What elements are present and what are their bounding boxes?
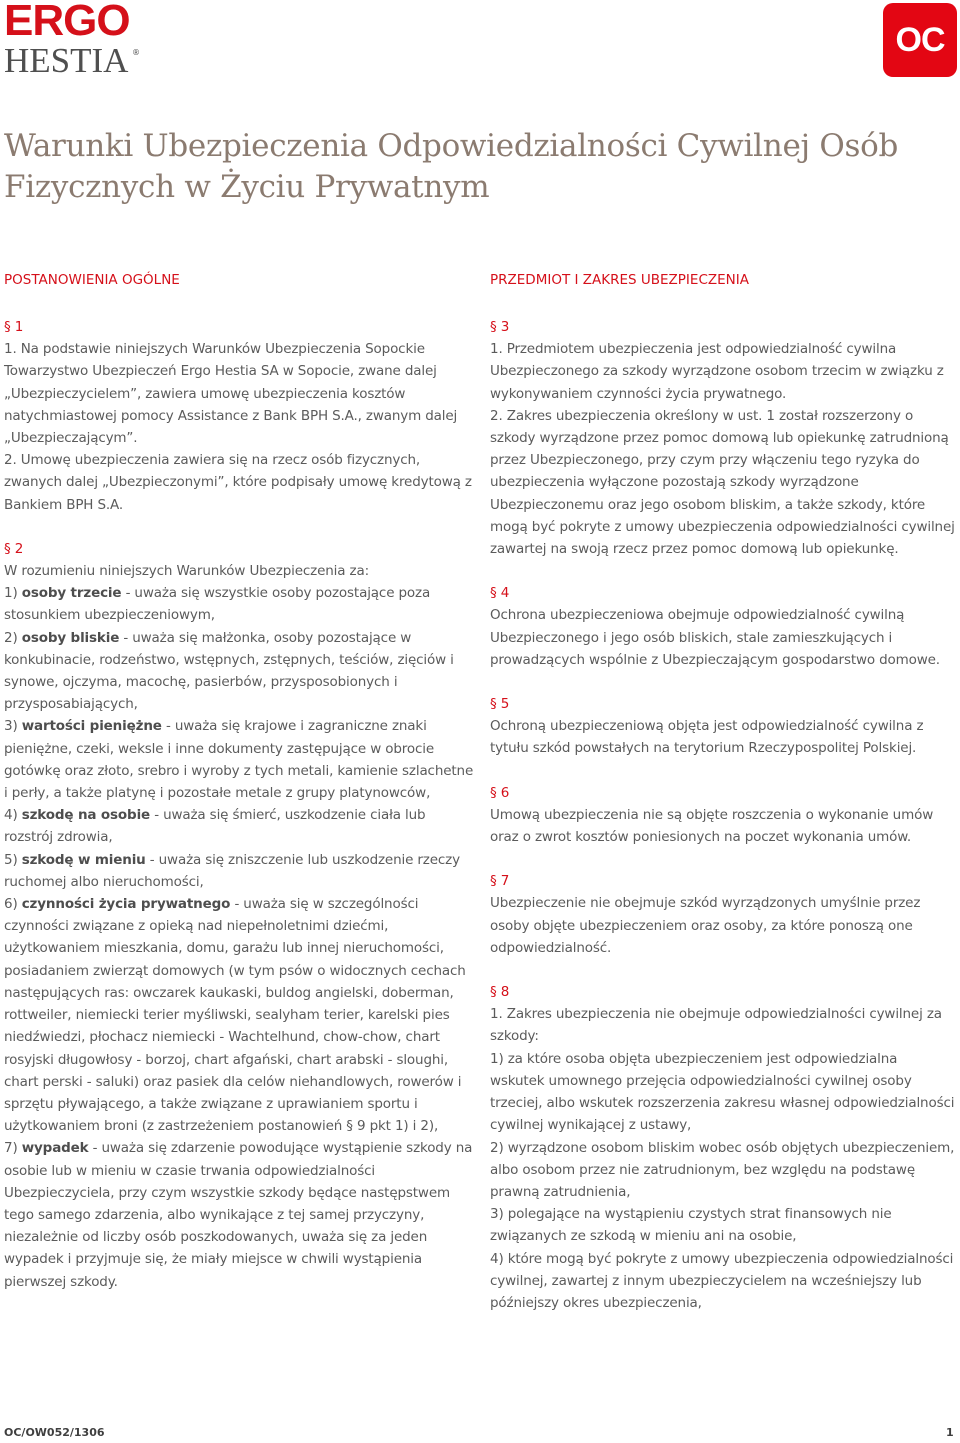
section-5-number: § 5 [490, 696, 510, 713]
section-1-paragraph-2: 2. Umowę ubezpieczenia zawiera się na rzecz osób fizycznych, zwanych dalej „Ubezpieczonymi”, które podpisały umowę kredytową z Bankiem BPH S.A. [4, 452, 472, 513]
definition-2: 2) osoby bliskie - uważa się małżonka, osoby pozostające w konkubinacie, rodzeństwo, wstępnych, zstępnych, teściów, zięciów i synowe, ojczyma, macochę, pasierbów, przysposobionych i przysposabiających, [4, 629, 454, 713]
footer-page-number: 1 [946, 1426, 954, 1439]
section-7-number: § 7 [490, 873, 510, 890]
document-title: Warunki Ubezpieczenia Odpowiedzialności Cywilnej Osób Fizycznych w Życiu Prywatnym [4, 128, 898, 205]
ergo-hestia-logo [4, 0, 140, 80]
section-6-paragraph: Umową ubezpieczenia nie są objęte roszczenia o wykonanie umów oraz o zwrot kosztów poniesionych na poczet wykonania umów. [490, 806, 934, 846]
section-6-number: § 6 [490, 784, 510, 801]
definition-5: 5) szkodę w mieniu - uważa się zniszczenie lub uszkodzenie rzeczy ruchomej albo nieruchomości, [4, 851, 460, 890]
definition-3: 3) wartości pieniężne - uważa się krajowe i zagraniczne znaki pieniężne, czeki, weksle i inne dokumenty zastępujące w obrocie gotówkę oraz złoto, srebro i wyroby z tych metali, kamienie szlachetne i perły, a także platynę i pozostałe metale z grupy platynowców, [4, 718, 474, 802]
section-3-number: § 3 [490, 319, 510, 335]
left-column [4, 316, 474, 1293]
section-8-intro: 1. Zakres ubezpieczenia nie obejmuje odpowiedzialności cywilnej za szkody: [490, 1006, 942, 1045]
section-7-paragraph: Ubezpieczenie nie obejmuje szkód wyrządzonych umyślnie przez osoby objęte ubezpieczeniem oraz osoby, za które ponoszą one odpowiedzialność. [490, 895, 921, 956]
section-4-number: § 4 [490, 585, 510, 602]
definition-1: 1) osoby trzecie - uważa się wszystkie osoby pozostające poza stosunkiem ubezpieczeniowym, [4, 585, 431, 624]
section-2-intro: W rozumieniu niniejszych Warunków Ubezpieczenia za: [4, 563, 369, 580]
definition-5-term: szkodę w mieniu [21, 851, 146, 868]
section-4-paragraph: Ochrona ubezpieczeniowa obejmuje odpowiedzialność cywilną Ubezpieczonego i jego osób bliskich, stale zamieszkujących i prowadzących wspólnie z Ubezpieczającym gospodarstwo domowe. [490, 607, 940, 668]
definition-3-term: wartości pieniężne [21, 718, 162, 735]
oc-badge: OC [883, 3, 957, 77]
section-8-item-3: 3) polegające na wystąpieniu czystych strat finansowych nie związanych ze szkodą w mieniu ani na osobie, [490, 1206, 892, 1245]
section-3-paragraph-1: 1. Przedmiotem ubezpieczenia jest odpowiedzialność cywilna Ubezpieczonego za szkody wyrządzone osobom trzecim w związku z wykonywaniem czynności życia prywatnego. [490, 341, 944, 402]
heading-subject-scope: PRZEDMIOT I ZAKRES UBEZPIECZENIA [490, 272, 749, 288]
definition-6-term: czynności życia prywatnego [21, 896, 231, 913]
definition-1-term: osoby trzecie [21, 585, 122, 602]
section-8-number: § 8 [490, 984, 510, 1001]
footer-document-code: OC/OW052/1306 [4, 1426, 105, 1439]
section-1-number: § 1 [4, 319, 24, 335]
section-8-item-4: 4) które mogą być pokryte z umowy ubezpieczenia odpowiedzialności cywilnej, zawartej z innym ubezpieczycielem na wcześniejszy lub późniejszy okres ubezpieczenia, [490, 1250, 954, 1311]
section-8-item-2: 2) wyrządzone osobom bliskim wobec osób objętych ubezpieczeniem, albo osobom przez nie zatrudnionym, bez względu na podstawę prawną zatrudnienia, [490, 1139, 955, 1200]
section-1-paragraph-1: 1. Na podstawie niniejszych Warunków Ubezpieczenia Sopockie Towarzystwo Ubezpieczeń Ergo Hestia SA w Sopocie, zwane dalej „Ubezpieczycielem”, zawiera umowę ubezpieczenia kosztów natychmiastowej pomocy Assistance z Bank BPH S.A., zwanym dalej „Ubezpieczającym”. [4, 341, 458, 447]
definition-7-term: wypadek [21, 1140, 89, 1157]
definition-7: 7) wypadek - uważa się zdarzenie powodujące wystąpienie szkody na osobie lub w mieniu w czasie trwania odpowiedzialności Ubezpieczyciela, przy czym wszystkie szkody będące następstwem tego samego zdarzenia, albo wynikające z tej samej przyczyny, niezależnie od liczby osób poszkodowanych, uważa się za jeden wypadek i przyjmuje się, że miały miejsce w chwili wystąpienia pierwszej szkody. [4, 1140, 473, 1290]
section-3-paragraph-2: 2. Zakres ubezpieczenia określony w ust. 1 został rozszerzony o szkody wyrządzone przez pomoc domową lub opiekunkę zatrudnioną przez Ubezpieczonego, przy czym przy włączeniu tego ryzyka do ubezpieczenia wyłączone pozostają szkody wyrządzone Ubezpieczonemu oraz jego osobom bliskim, a także szkody, które mogą być pokryte z umowy ubezpieczenia odpowiedzialności cywilnej zawartej na swoją rzecz przez pomoc domową lub opiekunkę. [490, 407, 955, 558]
heading-general-provisions: POSTANOWIENIA OGÓLNE [4, 272, 180, 288]
logo-hestia-text: HESTIA [4, 41, 129, 80]
definition-6: 6) czynności życia prywatnego - uważa się w szczególności czynności związane z opieką nad niepełnoletnimi dziećmi, użytkowaniem mieszkania, domu, garażu lub innej nieruchomości, posiadaniem zwierząt domowych (w tym psów o widocznych cechach następujących ras: owczarek kaukaski, buldog angielski, doberman, rottweiler, niemiecki terier myśliwski, sealyham terier, karelski pies niedźwiedzi, płochacz niemiecki - Wachtelhund, chow-chow, chart rosyjski długowłosy - borzoj, chart afgański, chart arabski - sloughi, chart perski - saluki) oraz pasiek dla celów niehandlowych, rowerów i sprzętu pływającego, a także związane z uprawianiem sportu i użytkowaniem broni (z zastrzeżeniem postanowień § 9 pkt 1) i 2), [4, 896, 466, 1135]
logo-registered-mark: ® [132, 48, 140, 57]
definition-4-term: szkodę na osobie [21, 807, 151, 824]
definition-2-term: osoby bliskie [21, 629, 120, 646]
definition-4: 4) szkodę na osobie - uważa się śmierć, uszkodzenie ciała lub rozstrój zdrowia, [4, 807, 426, 846]
section-2-number: § 2 [4, 540, 24, 557]
section-8-item-1: 1) za które osoba objęta ubezpieczeniem jest odpowiedzialna wskutek umownego przejęcia odpowiedzialności cywilnej osoby trzeciej, albo wskutek rozszerzenia zakresu własnej odpowiedzialności cywilnej wynikającej z ustawy, [490, 1050, 955, 1134]
logo-ergo-text: ERGO [4, 0, 130, 45]
section-5-paragraph: Ochroną ubezpieczeniową objęta jest odpowiedzialność cywilna z tytułu szkód powstałych na terytorium Rzeczypospolitej Polskiej. [490, 718, 924, 757]
right-column [490, 316, 955, 1314]
